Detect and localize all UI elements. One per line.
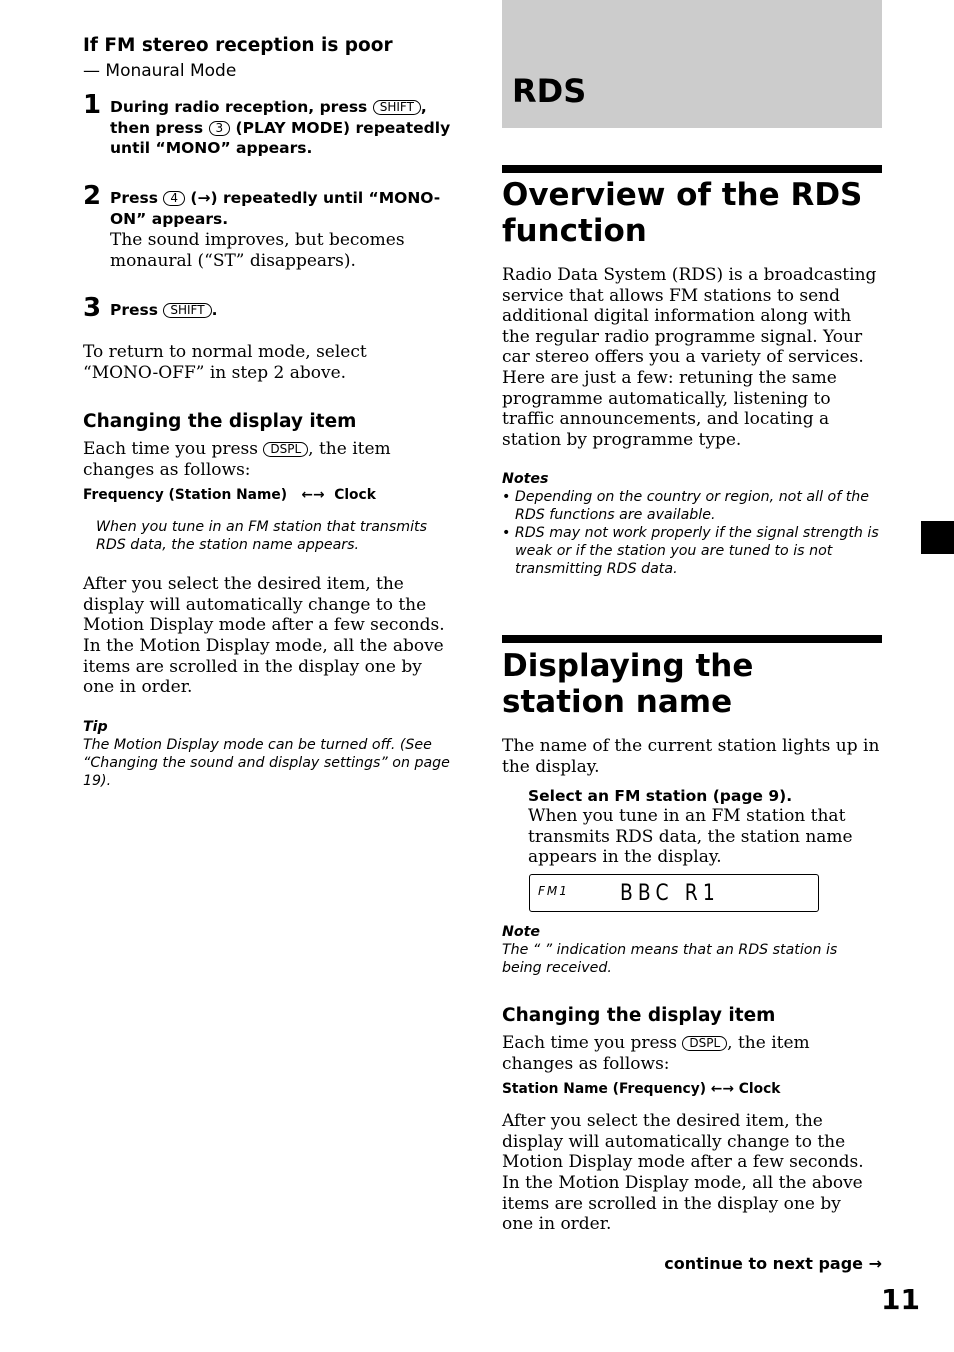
cycle-item: Frequency (Station Name) — [83, 487, 288, 503]
cycle-note: When you tune in an FM station that transmits RDS data, the station name appears. — [96, 519, 428, 553]
intro-text: , the item changes as follows: — [83, 439, 391, 480]
station-name-title: Displaying the station name — [502, 648, 754, 720]
step-text: , then press — [110, 98, 427, 137]
display-item-intro — [502, 1033, 882, 1074]
step-2-body: The sound improves, but becomes monaural (“ST” disappears). — [110, 230, 405, 271]
motion-paragraph-1: After you select the desired item, the display will automatically change to the Motion Display mode after a few seconds. — [502, 1111, 864, 1173]
lcd-display — [529, 874, 819, 912]
tip-label: Tip — [83, 719, 108, 735]
overview-title: Overview of the RDS function — [502, 177, 863, 249]
step-3-text — [110, 300, 217, 321]
continue-to-next-page: continue to next page → — [664, 1254, 882, 1273]
cycle-item: Station Name (Frequency) — [502, 1081, 707, 1097]
section-heading-fm-stereo: If FM stereo reception is poor — [83, 35, 393, 56]
note-item: • Depending on the country or region, not all of the RDS functions are available. — [502, 489, 869, 523]
section-subheading-monaural: — Monaural Mode — [83, 61, 237, 81]
shift-key: SHIFT — [163, 303, 211, 318]
dspl-key: DSPL — [263, 442, 308, 457]
motion-paragraph-2: In the Motion Display mode, all the above items are scrolled in the display one by one in order. — [502, 1173, 863, 1235]
intro-text: , the item changes as follows: — [502, 1033, 810, 1074]
step-text: . — [211, 301, 218, 319]
page-number: 11 — [881, 1283, 920, 1316]
note-text: The “ ” indication means that an RDS station is being received. — [502, 942, 838, 976]
lcd-band: FM1 — [538, 884, 569, 898]
return-instruction: To return to normal mode, select “MONO-OFF” in step 2 above. — [83, 342, 367, 383]
step-text: (→) repeatedly until “MONO-ON” appears. — [110, 189, 441, 228]
section-rule — [502, 635, 882, 643]
display-item-intro — [83, 439, 463, 480]
station-step-body: When you tune in an FM station that transmits RDS data, the station name appears in the display. — [528, 806, 853, 868]
step-number: 1 — [83, 90, 102, 120]
notes-label: Notes — [502, 471, 549, 487]
step-number: 3 — [83, 293, 102, 323]
station-step: Select an FM station (page 9). — [528, 787, 793, 805]
station-intro: The name of the current station lights up in the display. — [502, 736, 880, 777]
step-text: Press — [110, 189, 158, 207]
intro-text: Each time you press — [502, 1033, 677, 1053]
rds-banner — [502, 0, 882, 128]
display-cycle — [502, 1081, 780, 1097]
display-item-heading: Changing the display item — [83, 411, 357, 432]
lcd-station-name: BBC R1 — [620, 881, 720, 906]
cycle-item: Clock — [738, 1081, 781, 1097]
display-item-heading: Changing the display item — [502, 1005, 776, 1026]
step-text: (PLAY MODE) repeatedly until “MONO” appears. — [110, 118, 451, 158]
motion-paragraph-2: In the Motion Display mode, all the above items are scrolled in the display one by one in order. — [83, 636, 444, 698]
motion-paragraph-1: After you select the desired item, the display will automatically change to the Motion Display mode after a few seconds. — [83, 574, 445, 636]
cycle-item: Clock — [334, 487, 376, 503]
dspl-key: DSPL — [682, 1036, 727, 1051]
step-text: During radio reception, press — [110, 98, 368, 116]
intro-text: Each time you press — [83, 439, 258, 459]
key-4: 4 — [163, 191, 185, 206]
rds-banner-title: RDS — [512, 72, 587, 110]
step-text: Press — [110, 301, 158, 319]
section-thumb-tab — [921, 521, 954, 554]
key-3: 3 — [209, 121, 231, 136]
notes-list — [502, 488, 882, 578]
step-number: 2 — [83, 181, 102, 211]
cycle-arrow: ←→ — [710, 1081, 734, 1097]
step-1-text — [110, 97, 460, 159]
note-text: Depending on the country or region, not all of the RDS functions are available. — [514, 489, 869, 523]
cycle-arrow: ←→ — [301, 487, 325, 503]
note-text: RDS may not work properly if the signal strength is weak or if the station you are tuned to is not transmitting RDS data. — [514, 525, 879, 577]
step-2-text — [110, 188, 460, 229]
section-rule — [502, 165, 882, 173]
note-item: • RDS may not work properly if the signal strength is weak or if the station you are tuned to is not transmitting RDS data. — [502, 525, 879, 577]
note-label: Note — [502, 924, 541, 940]
overview-text: Radio Data System (RDS) is a broadcasting service that allows FM stations to send additional digital information along with the regular radio programme signal. Your car stereo offers you a variety of services. Here are just a few: retuning the same programme automatically, listening to traffic announcements, and locating a station by programme type. — [502, 265, 877, 450]
tip-text: The Motion Display mode can be turned off. (See “Changing the sound and display settings” on page 19). — [83, 737, 450, 789]
shift-key: SHIFT — [373, 100, 421, 115]
display-cycle — [83, 487, 376, 503]
